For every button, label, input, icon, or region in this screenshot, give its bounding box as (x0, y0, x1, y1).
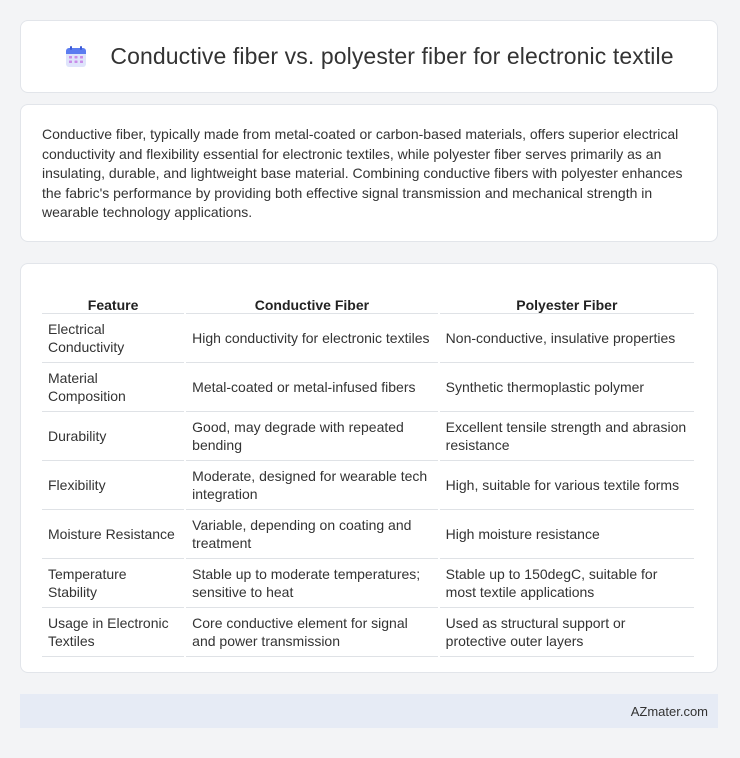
footer-brand[interactable]: AZmater.com (630, 703, 708, 719)
table-row (42, 559, 694, 608)
polyester-cell: Used as structural support or protective outer layers (440, 608, 694, 657)
feature-cell: Flexibility (42, 461, 184, 510)
polyester-cell: Stable up to 150degC, suitable for most textile applications (440, 559, 694, 608)
table-header-row (42, 284, 694, 314)
polyester-cell: High moisture resistance (440, 510, 694, 559)
column-header-polyester: Polyester Fiber (440, 284, 694, 314)
conductive-cell: Good, may degrade with repeated bending (186, 412, 438, 461)
table-row (42, 461, 694, 510)
feature-cell: Moisture Resistance (42, 510, 184, 559)
conductive-cell: Variable, depending on coating and treatment (186, 510, 438, 559)
footer (20, 694, 718, 728)
table-row (42, 510, 694, 559)
column-header-feature: Feature (42, 284, 184, 314)
comparison-table (40, 284, 696, 657)
summary-text: Conductive fiber, typically made from metal-coated or carbon-based materials, offers superior electrical conductivity and flexibility essential for electronic textiles, while polyester fiber serves primarily as an insulating, durable, and lightweight base material. Combining conductive fibers with polyester enhances the fabric's performance by providing both effective signal transmission and mechanical strength in wearable technology applications. (42, 126, 683, 221)
polyester-cell: Excellent tensile strength and abrasion resistance (440, 412, 694, 461)
calendar-icon (64, 45, 88, 69)
table-row (42, 363, 694, 412)
polyester-cell: Non-conductive, insulative properties (440, 314, 694, 363)
feature-cell: Material Composition (42, 363, 184, 412)
feature-cell: Usage in Electronic Textiles (42, 608, 184, 657)
column-header-conductive: Conductive Fiber (186, 284, 438, 314)
polyester-cell: Synthetic thermoplastic polymer (440, 363, 694, 412)
conductive-cell: Metal-coated or metal-infused fibers (186, 363, 438, 412)
feature-cell: Electrical Conductivity (42, 314, 184, 363)
comparison-table-card (20, 263, 718, 673)
feature-cell: Durability (42, 412, 184, 461)
conductive-cell: Stable up to moderate temperatures; sensitive to heat (186, 559, 438, 608)
page-title: Conductive fiber vs. polyester fiber for electronic textile (110, 43, 674, 69)
polyester-cell: High, suitable for various textile forms (440, 461, 694, 510)
table-row (42, 314, 694, 363)
table-row (42, 608, 694, 657)
table-row (42, 412, 694, 461)
summary-card (20, 104, 718, 242)
feature-cell: Temperature Stability (42, 559, 184, 608)
title-card (20, 20, 718, 93)
conductive-cell: Moderate, designed for wearable tech integration (186, 461, 438, 510)
conductive-cell: Core conductive element for signal and power transmission (186, 608, 438, 657)
conductive-cell: High conductivity for electronic textiles (186, 314, 438, 363)
